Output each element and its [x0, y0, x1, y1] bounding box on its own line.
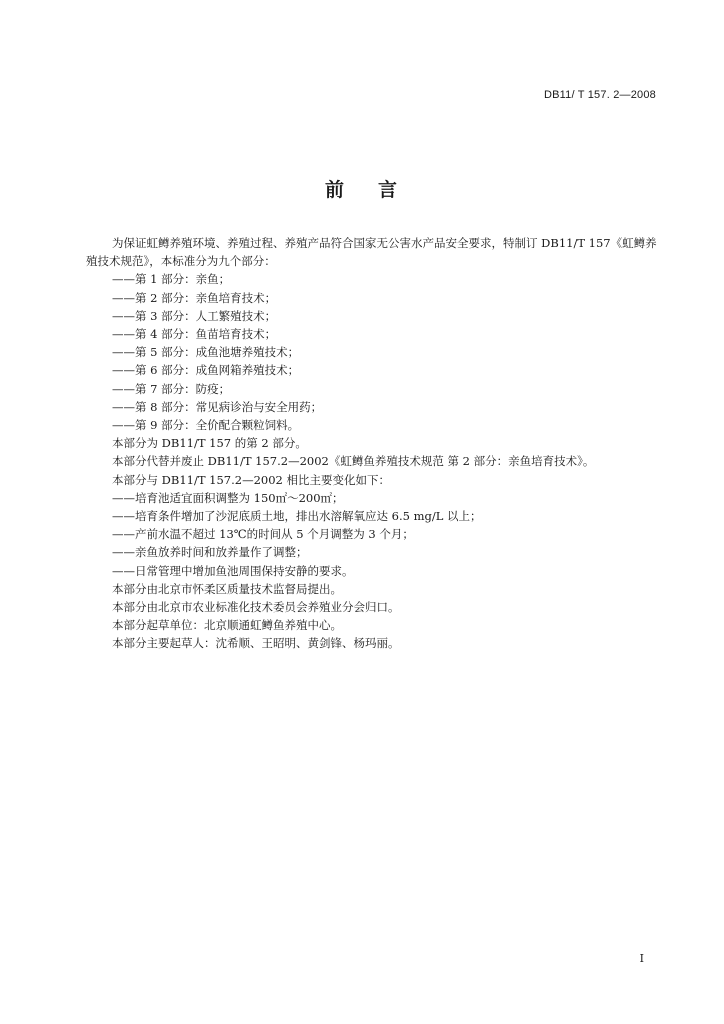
foreword-body — [86, 234, 660, 653]
list-item: ——第 3 部分：人工繁殖技术； — [112, 308, 277, 323]
document-code: DB11/ T 157. 2—2008 — [543, 89, 656, 101]
list-item: ——第 7 部分：防疫； — [112, 381, 231, 396]
part-of-statement: 本部分为 DB11/T 157 的第 2 部分。 — [112, 436, 307, 451]
drafters: 本部分主要起草人：沈希顺、王昭明、黄剑锋、杨玛丽。 — [112, 636, 400, 651]
title-char-2: 言 — [378, 179, 400, 201]
parts-list — [86, 270, 660, 434]
changes-list — [86, 489, 660, 580]
replaces-statement: 本部分代替并废止 DB11/T 157.2—2002《虹鳟鱼养殖技术规范 第 2 部分：亲鱼培育技术》。 — [112, 454, 595, 469]
managed-by: 本部分由北京市农业标准化技术委员会养殖业分会归口。 — [112, 600, 400, 615]
list-item: ——第 5 部分：成鱼池塘养殖技术； — [112, 345, 300, 360]
list-item: ——亲鱼放养时间和放养量作了调整； — [112, 545, 308, 560]
list-item: ——培育条件增加了沙泥底质土地，排出水溶解氧应达 6.5 mg/L 以上； — [112, 509, 482, 524]
list-item: ——第 6 部分：成鱼网箱养殖技术； — [112, 363, 300, 378]
page-number: I — [639, 952, 644, 965]
list-item: ——第 2 部分：亲鱼培育技术； — [112, 290, 277, 305]
intro-paragraph: 为保证虹鳟养殖环境、养殖过程、养殖产品符合国家无公害水产品安全要求，特制订 DB11/T 157《虹鳟养殖技术规范》，本标准分为九个部分： — [86, 236, 657, 269]
list-item: ——产前水温不超过 13℃的时间从 5 个月调整为 3 个月； — [112, 527, 414, 542]
changes-intro: 本部分与 DB11/T 157.2—2002 相比主要变化如下： — [112, 472, 391, 487]
list-item: ——第 8 部分：常见病诊治与安全用药； — [112, 399, 323, 414]
list-item: ——第 9 部分：全价配合颗粒饲料。 — [112, 418, 300, 433]
list-item: ——日常管理中增加鱼池周围保持安静的要求。 — [112, 563, 354, 578]
proposed-by: 本部分由北京市怀柔区质量技术监督局提出。 — [112, 581, 342, 596]
list-item: ——第 1 部分：亲鱼； — [112, 272, 231, 287]
title-char-1: 前 — [324, 179, 346, 201]
list-item: ——第 4 部分：鱼苗培育技术； — [112, 327, 277, 342]
drafting-unit: 本部分起草单位：北京顺通虹鳟鱼养殖中心。 — [112, 618, 342, 633]
list-item: ——培育池适宜面积调整为 150㎡～200㎡； — [112, 490, 344, 505]
page-title — [0, 175, 724, 202]
